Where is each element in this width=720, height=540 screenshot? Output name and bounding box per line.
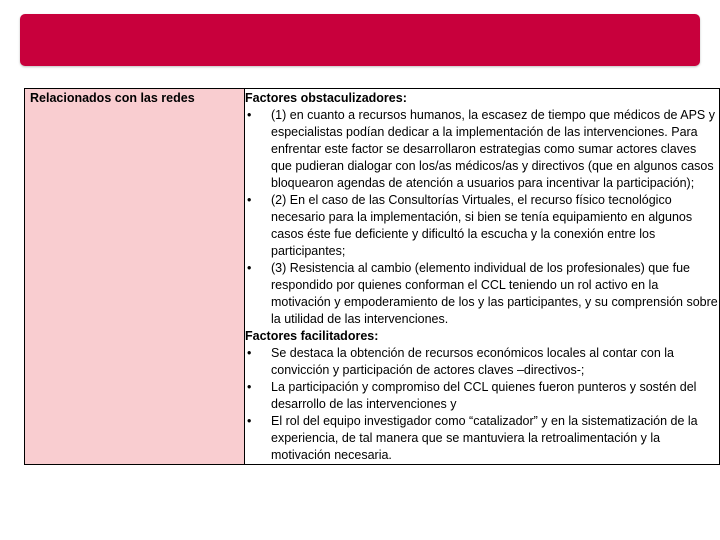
bullet-icon: • bbox=[247, 380, 252, 394]
title-banner bbox=[20, 14, 700, 66]
list-item bbox=[245, 413, 719, 464]
section-facilitators bbox=[245, 328, 719, 464]
table-row bbox=[25, 89, 720, 465]
list-item bbox=[245, 379, 719, 413]
list-item bbox=[245, 260, 719, 328]
bullet-icon: • bbox=[247, 108, 252, 122]
list-item-text: (2) En el caso de las Consultorías Virtuales, el recurso físico tecnológico necesario para la implementación, si bien se tenía equipamiento en algunos casos éste fue deficiente y dificultó la escucha y la conexión entre los participantes; bbox=[271, 193, 693, 258]
facilitators-list bbox=[245, 345, 719, 464]
factors-table bbox=[24, 88, 720, 465]
factors-cell bbox=[245, 89, 720, 465]
bullet-icon: • bbox=[247, 261, 252, 275]
bullet-icon: • bbox=[247, 414, 252, 428]
list-item bbox=[245, 107, 719, 192]
row-label-cell bbox=[25, 89, 245, 465]
section-heading: Factores facilitadores: bbox=[245, 329, 379, 343]
list-item-text: Se destaca la obtención de recursos económicos locales al contar con la convicción y participación de actores claves –directivos-; bbox=[271, 346, 675, 377]
bullet-icon: • bbox=[247, 193, 252, 207]
list-item-text: (3) Resistencia al cambio (elemento individual de los profesionales) que fue respondido por quienes conforman el CCL teniendo un rol activo en la motivación y empoderamiento de los y las participantes, y su comprensión sobre la utilidad de las intervenciones. bbox=[271, 261, 718, 326]
list-item-text: La participación y compromiso del CCL quienes fueron punteros y sostén del desarrollo de las intervenciones y bbox=[271, 380, 697, 411]
list-item-text: El rol del equipo investigador como “catalizador” y en la sistematización de la experiencia, de tal manera que se mantuviera la retroalimentación y la motivación necesaria. bbox=[271, 414, 698, 462]
bullet-icon: • bbox=[247, 346, 252, 360]
list-item bbox=[245, 192, 719, 260]
section-heading: Factores obstaculizadores: bbox=[245, 91, 407, 105]
obstacles-list bbox=[245, 107, 719, 328]
row-label: Relacionados con las redes bbox=[30, 91, 195, 105]
list-item bbox=[245, 345, 719, 379]
section-obstacles bbox=[245, 90, 719, 328]
list-item-text: (1) en cuanto a recursos humanos, la escasez de tiempo que médicos de APS y especialistas podían dedicar a la implementación de las intervenciones. Para enfrentar este factor se desarrollaron estrategias como sumar actores claves que pudieran dialogar con los/as médicos/as y directivos (que en algunos casos bloquearon agendas de atención a usuarios para incentivar la participación); bbox=[271, 108, 715, 190]
